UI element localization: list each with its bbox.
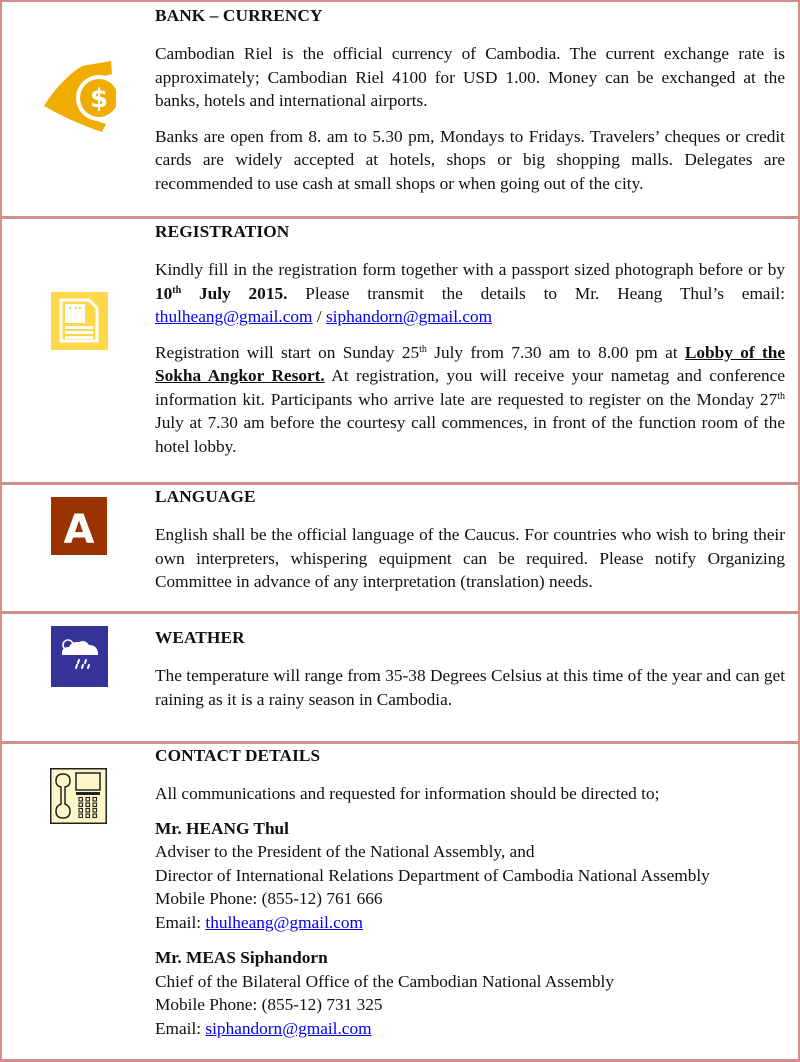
registration-paragraph-1 <box>155 258 785 329</box>
bank-paragraph-2: Banks are open from 8. am to 5.30 pm, Mondays to Fridays. Travelers’ cheques or credit cards are widely accepted at hotels, shops or big shopping malls. Delegates are recommended to use cash at small shops or when going out of the city. <box>155 126 785 193</box>
contact-email-line <box>155 1017 785 1041</box>
deadline-day: 10 <box>155 283 173 303</box>
contact-title-line: Director of International Relations Department of Cambodia National Assembly <box>155 865 710 885</box>
weather-paragraph: The temperature will range from 35-38 Degrees Celsius at this time of the year and can get raining as it is a rainy season in Cambodia. <box>155 666 785 709</box>
registration-text: July from 7.30 am to 8.00 pm at <box>426 342 685 362</box>
contact-title-line: Chief of the Bilateral Office of the Cambodian National Assembly <box>155 971 614 991</box>
letter-a-icon <box>51 497 107 555</box>
ordinal-suffix: th <box>777 390 785 402</box>
svg-text:$: $ <box>89 84 109 114</box>
contact-person-heang-thul <box>155 817 785 935</box>
weather-heading: WEATHER <box>155 628 245 647</box>
deadline-ordinal: th <box>172 284 182 296</box>
contact-heading: CONTACT DETAILS <box>155 746 321 765</box>
ordinal-suffix: th <box>419 343 427 355</box>
registration-text: At registration, you will receive your nametag and conference information kit. Participants who arrive late are requested to register on the Monday 27 <box>155 366 785 409</box>
email-label: Email: <box>155 912 206 932</box>
registration-deadline <box>155 284 287 303</box>
contact-intro: All communications and requested for information should be directed to; <box>155 784 660 803</box>
contact-title-line: Adviser to the President of the National Assembly, and <box>155 842 535 861</box>
currency-dollar-icon <box>42 60 116 132</box>
registration-text: Registration will start on Sunday 25 <box>155 342 420 362</box>
contact-person-meas-siphandorn <box>155 946 785 1040</box>
contact-email-line <box>155 911 785 935</box>
registration-text: Please transmit the details to Mr. Heang Thul’s email: <box>287 283 785 303</box>
section-weather <box>0 614 800 741</box>
contact-name: Mr. MEAS Siphandorn <box>155 948 328 967</box>
email-link-siphandorn[interactable]: siphandorn@gmail.com <box>325 307 493 326</box>
deadline-month-year: July 2015. <box>181 283 288 303</box>
contact-phone: Mobile Phone: (855-12) 761 666 <box>155 889 383 908</box>
document-form-icon <box>51 292 108 350</box>
email-link-thulheang[interactable]: thulheang@gmail.com <box>155 307 313 326</box>
section-language <box>0 485 800 611</box>
contact-name: Mr. HEANG Thul <box>155 818 289 838</box>
registration-paragraph-2 <box>155 341 785 459</box>
registration-venue: Lobby of the Sokha Angkor Resort. <box>155 342 785 385</box>
registration-text: Kindly fill in the registration form together with a passport sized photograph before or by <box>155 260 785 279</box>
svg-text:A: A <box>63 507 95 553</box>
bank-heading: BANK – CURRENCY <box>155 6 323 25</box>
section-contact-details <box>0 744 800 1059</box>
contact-phone: Mobile Phone: (855-12) 731 325 <box>155 995 383 1014</box>
registration-heading: REGISTRATION <box>155 222 290 241</box>
email-link-thulheang[interactable]: thulheang@gmail.com <box>205 912 363 932</box>
email-separator: / <box>312 307 326 326</box>
email-label: Email: <box>155 1018 206 1038</box>
section-bank-currency <box>0 0 800 216</box>
language-heading: LANGUAGE <box>155 487 256 506</box>
cloud-rain-icon <box>51 626 108 687</box>
email-link-siphandorn[interactable]: siphandorn@gmail.com <box>205 1018 372 1038</box>
section-registration <box>0 219 800 482</box>
registration-text: July at 7.30 am before the courtesy call commences, in front of the function room of the hotel lobby. <box>155 413 785 456</box>
language-paragraph: English shall be the official language of the Caucus. For countries who wish to bring their own interpreters, whispering equipment can be required. Please notify Organizing Committee in advance of any interpretation (translation) needs. <box>155 525 785 591</box>
telephone-icon <box>50 768 107 824</box>
bank-paragraph-1: Cambodian Riel is the official currency of Cambodia. The current exchange rate is approximately; Cambodian Riel 4100 for USD 1.00. Money can be exchanged at the banks, hotels and international airports. <box>155 44 785 110</box>
